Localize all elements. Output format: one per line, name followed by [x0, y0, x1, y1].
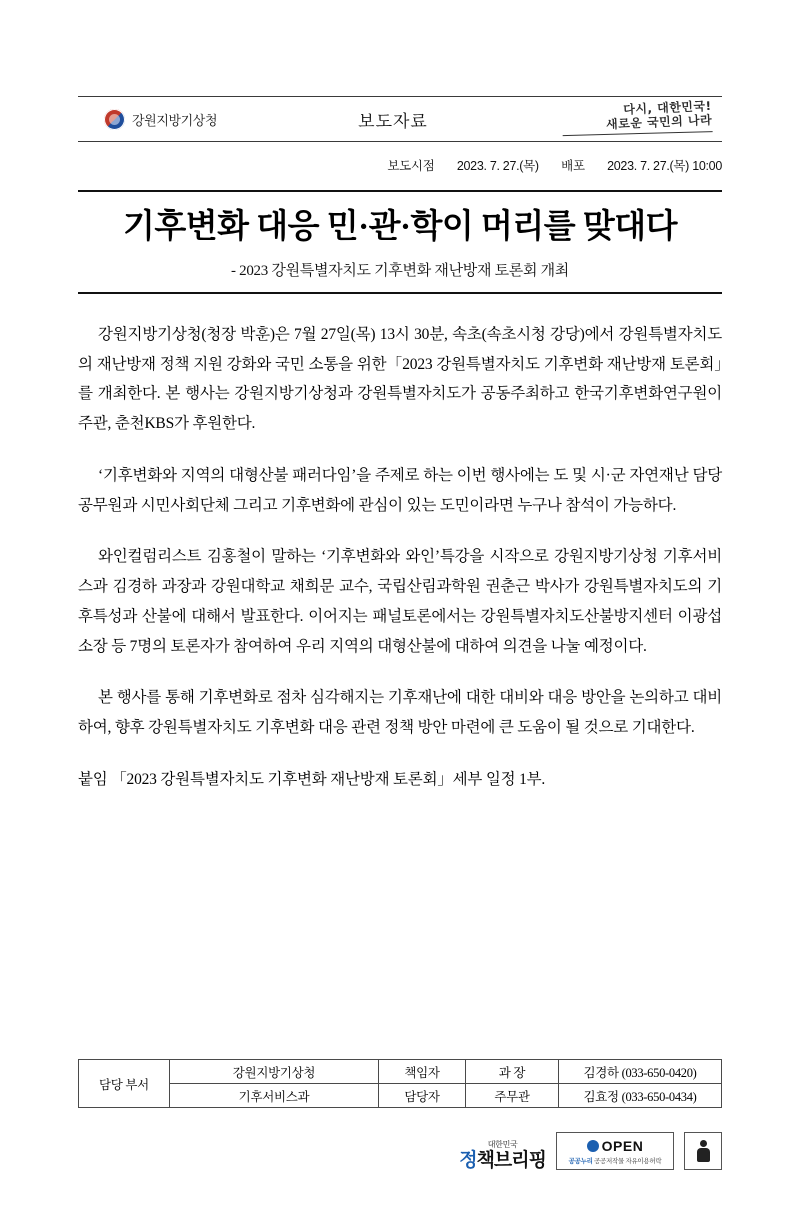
- table-row: [79, 1084, 722, 1108]
- open-license-subtext: [569, 1156, 662, 1165]
- document-type-label: 보도자료: [358, 111, 428, 131]
- contact-person-2: 김효정 (033-650-0434): [559, 1084, 722, 1108]
- open-dot-icon: [587, 1140, 599, 1152]
- footer-logos: [459, 1132, 722, 1170]
- body-copy: [78, 320, 722, 795]
- contact-table-wrapper: [78, 1059, 722, 1108]
- release-timing: [78, 156, 722, 174]
- open-license-word: OPEN: [601, 1137, 644, 1154]
- body-paragraph-1: 강원지방기상청(청장 박훈)은 7월 27일(목) 13시 30분, 속초(속초시청 강당)에서 강원특별자치도의 재난방재 정책 지원 강화와 국민 소통을 위한「2023 강원특별자치도 기후변화 재난방재 토론회」를 개최한다. 본 행사는 강원지방기상청과 강원특별자치도가 공동주최하고 한국기후변화연구원이 주관, 춘천KBS가 후원한다.: [78, 325, 722, 433]
- attachment-note: 붙임 「2023 강원특별자치도 기후변화 재난방재 토론회」세부 일정 1부.: [78, 770, 546, 788]
- page-subtitle: - 2023 강원특별자치도 기후변화 재난방재 토론회 개최: [231, 262, 569, 279]
- body-paragraph-2: ‘기후변화와 지역의 대형산불 패러다임’을 주제로 하는 이번 행사에는 도 및 시·군 자연재난 담당 공무원과 시민사회단체 그리고 기후변화에 관심이 있는 도민이라면 누구나 참석이 가능하다.: [78, 466, 722, 514]
- government-slogan: [511, 99, 722, 139]
- embargo-label: 보도시점: [387, 159, 435, 173]
- distribute-label: 배포: [561, 159, 585, 173]
- policy-briefing-small-label: 대한민국: [487, 1140, 518, 1149]
- government-emblem-icon: [104, 109, 125, 130]
- body-paragraph-3: 와인컬럼리스트 김홍철이 말하는 ‘기후변화와 와인’특강을 시작으로 강원지방기상청 기후서비스과 김경하 과장과 강원대학교 채희문 교수, 국립산림과학원 권춘근 박사가 강원특별자치도의 기후특성과 산불에 대해서 발표한다. 이어지는 패널토론에서는 강원특별자치도산불방지센터 이광섭 소장 등 7명의 토론자가 참여하여 우리 지역의 대형산불에 대하여 의견을 나눌 예정이다.: [78, 548, 722, 655]
- contact-table: [78, 1059, 722, 1108]
- slogan-line-2: 새로운 국민의 나라: [605, 112, 713, 131]
- contact-role-1: 책임자: [379, 1060, 466, 1084]
- contact-rank-1: 과 장: [466, 1060, 559, 1084]
- policy-briefing-logo: [459, 1141, 546, 1170]
- open-license-wordmark-row: [587, 1138, 644, 1154]
- policy-briefing-accent-char: 정: [459, 1150, 477, 1171]
- page-title: 기후변화 대응 민·관·학이 머리를 맞대다: [122, 209, 678, 245]
- attribution-mark: [684, 1132, 722, 1170]
- open-license-logo: [556, 1132, 674, 1170]
- contact-person-1: 김경하 (033-650-0420): [559, 1060, 722, 1084]
- body-paragraph-4: 본 행사를 통해 기후변화로 점차 심각해지는 기후재난에 대한 대비와 대응 방안을 논의하고 대비하여, 향후 강원특별자치도 기후변화 대응 관련 정책 방안 마련에 큰 도움이 될 것으로 기대한다.: [78, 689, 722, 737]
- table-row: [79, 1060, 722, 1084]
- policy-briefing-wordmark: [459, 1151, 546, 1170]
- contact-role-2: 담당자: [379, 1084, 466, 1108]
- agency-name: 강원지방기상청: [132, 112, 218, 128]
- policy-briefing-rest: 책브리핑: [476, 1150, 546, 1171]
- contact-label: 담당 부서: [79, 1060, 170, 1108]
- agency-block: [78, 109, 304, 130]
- title-block: [78, 190, 722, 294]
- person-icon: [696, 1140, 710, 1162]
- contact-dept-line-2: 기후서비스과: [170, 1084, 379, 1108]
- slogan-line-1: 다시, 대한민국!: [623, 98, 712, 117]
- press-release-page: [0, 96, 800, 1228]
- embargo-value: 2023. 7. 27.(목): [456, 159, 539, 173]
- document-header: [78, 96, 722, 142]
- open-license-description: 공공저작물 자유이용허락: [594, 1157, 662, 1165]
- open-license-korean-label: 공공누리: [568, 1157, 593, 1165]
- contact-dept-line-1: 강원지방기상청: [170, 1060, 379, 1084]
- contact-rank-2: 주무관: [466, 1084, 559, 1108]
- distribute-value: 2023. 7. 27.(목) 10:00: [607, 159, 722, 173]
